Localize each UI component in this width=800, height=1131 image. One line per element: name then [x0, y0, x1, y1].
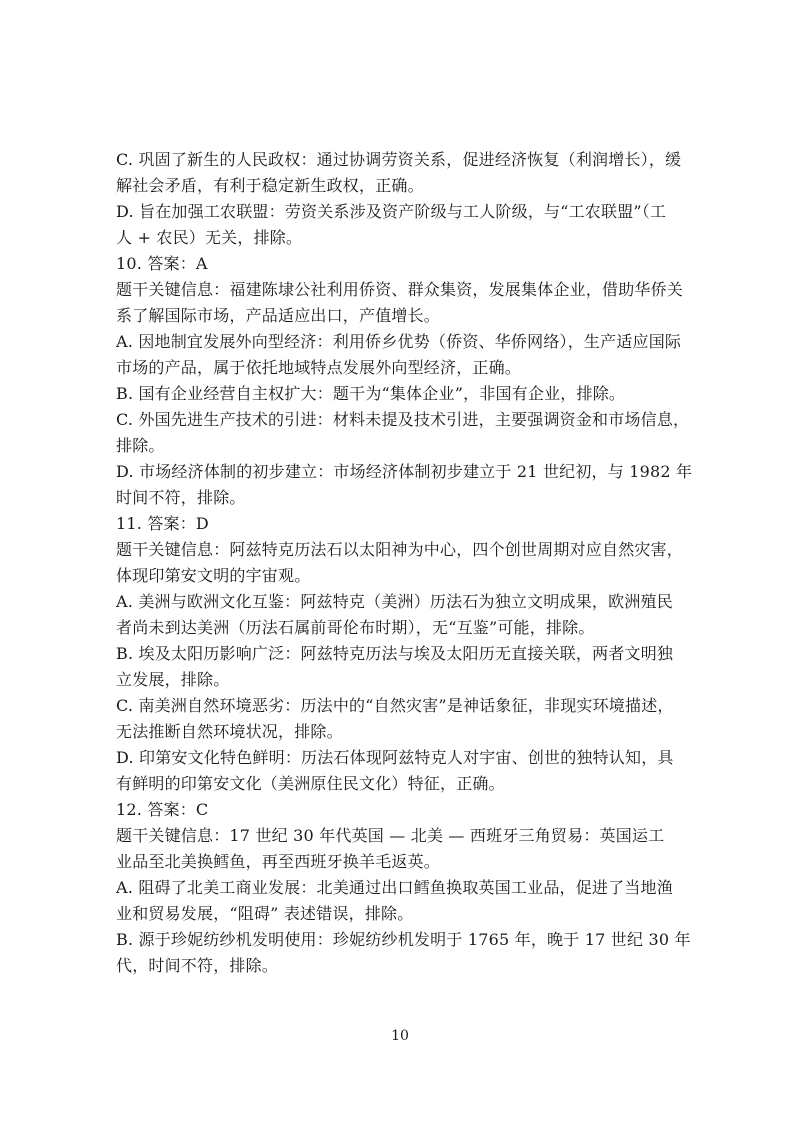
- text-line: 者尚未到达美洲（历法石属前哥伦布时期），无“互鉴”可能，排除。: [116, 618, 595, 637]
- text-line: 题干关键信息：17 世纪 30 年代英国 — 北美 — 西班牙三角贸易：英国运工: [116, 826, 665, 845]
- text-line: 市场的产品，属于依托地域特点发展外向型经济，正确。: [116, 358, 522, 377]
- text-line: 题干关键信息：福建陈埭公社利用侨资、群众集资，发展集体企业，借助华侨关: [116, 280, 684, 299]
- answer-heading: 12. 答案：C: [116, 800, 209, 819]
- text-line: 解社会矛盾，有利于稳定新生政权，正确。: [116, 176, 424, 195]
- text-line: B. 源于珍妮纺纱机发明使用：珍妮纺纱机发明于 1765 年，晚于 17 世纪 30 年: [116, 930, 691, 949]
- text-line: 业和贸易发展，“阻碍” 表述错误，排除。: [116, 904, 414, 923]
- text-line: C. 巩固了新生的人民政权：通过协调劳资关系，促进经济恢复（利润增长），缓: [116, 150, 682, 169]
- text-line: 立发展，排除。: [116, 670, 230, 689]
- document-body: [116, 147, 693, 979]
- text-line: 人 + 农民）无关，排除。: [116, 228, 303, 247]
- text-line: 无法推断自然环境状况，排除。: [116, 722, 343, 741]
- text-line: B. 国有企业经营自主权扩大：题干为“集体企业”，非国有企业，排除。: [116, 384, 626, 403]
- text-line: 有鲜明的印第安文化（美洲原住民文化）特征，正确。: [116, 774, 505, 793]
- text-line: A. 阻碍了北美工商业发展：北美通过出口鳕鱼换取英国工业品，促进了当地渔: [116, 878, 673, 897]
- text-line: B. 埃及太阳历影响广泛：阿兹特克历法与埃及太阳历无直接关联，两者文明独: [116, 644, 674, 663]
- page-number: 10: [391, 1028, 409, 1044]
- text-line: 时间不符，排除。: [116, 488, 246, 507]
- text-line: C. 南美洲自然环境恶劣：历法中的“自然灾害”是神话象征，非现实环境描述，: [116, 696, 674, 715]
- text-line: 题干关键信息：阿兹特克历法石以太阳神为中心，四个创世周期对应自然灾害，: [116, 540, 684, 559]
- text-line: 业品至北美换鳕鱼，再至西班牙换羊毛返英。: [116, 852, 441, 871]
- text-line: 体现印第安文明的宇宙观。: [116, 566, 311, 585]
- text-line: 代，时间不符，排除。: [116, 956, 279, 975]
- answer-heading: 10. 答案：A: [116, 254, 208, 273]
- text-line: C. 外国先进生产技术的引进：材料未提及技术引进，主要强调资金和市场信息，: [116, 410, 690, 429]
- text-line: A. 美洲与欧洲文化互鉴：阿兹特克（美洲）历法石为独立文明成果，欧洲殖民: [116, 592, 673, 611]
- text-line: D. 市场经济体制的初步建立：市场经济体制初步建立于 21 世纪初，与 1982 年: [116, 462, 693, 481]
- text-line: D. 印第安文化特色鲜明：历法石体现阿兹特克人对宇宙、创世的独特认知，具: [116, 748, 674, 767]
- text-line: 系了解国际市场，产品适应出口，产值增长。: [116, 306, 441, 325]
- text-line: 排除。: [116, 436, 165, 455]
- text-line: A. 因地制宜发展外向型经济：利用侨乡优势（侨资、华侨网络），生产适应国际: [116, 332, 682, 351]
- text-line: D. 旨在加强工农联盟：劳资关系涉及资产阶级与工人阶级，与“工农联盟”（工: [116, 202, 667, 221]
- answer-heading: 11. 答案：D: [116, 514, 209, 533]
